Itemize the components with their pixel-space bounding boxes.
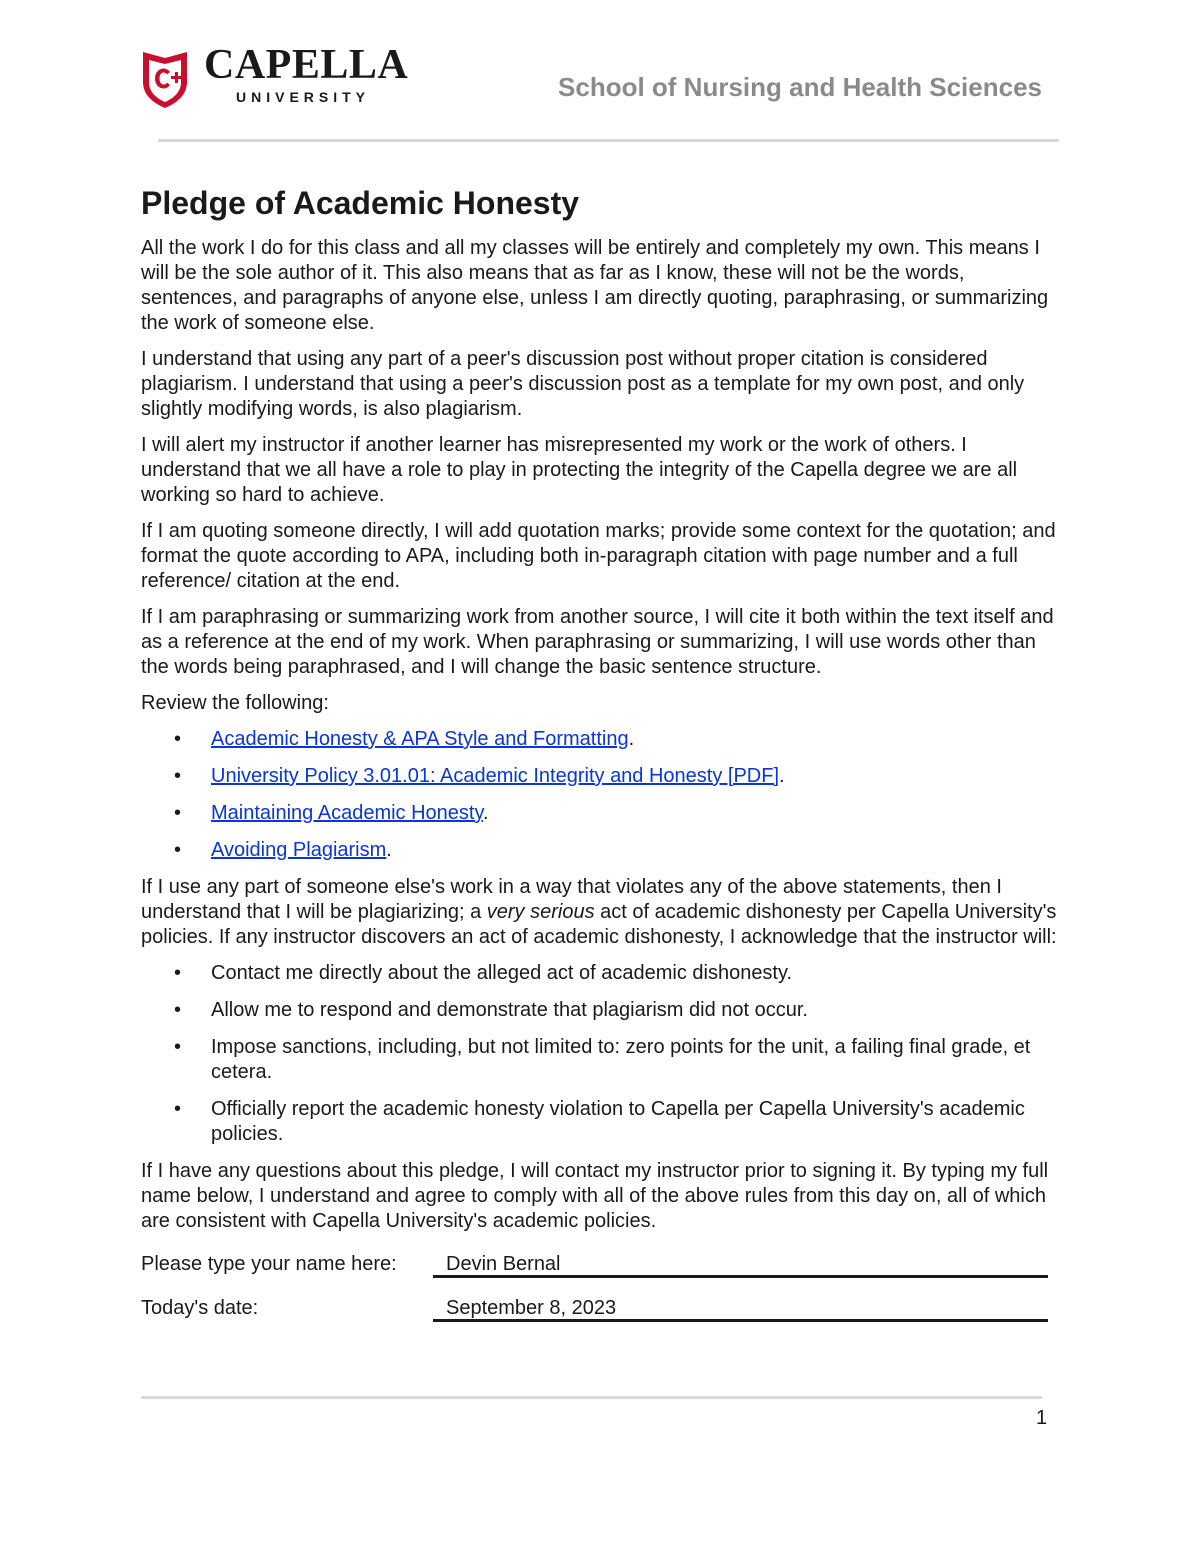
document-body bbox=[141, 184, 1066, 1338]
name-field[interactable]: Devin Bernal bbox=[433, 1250, 1048, 1278]
link-academic-honesty-apa[interactable]: Academic Honesty & APA Style and Formatting bbox=[211, 728, 629, 750]
capella-logo bbox=[140, 42, 420, 112]
link-university-policy[interactable]: University Policy 3.01.01: Academic Integrity and Honesty [PDF] bbox=[211, 765, 780, 787]
document-title: Pledge of Academic Honesty bbox=[141, 185, 580, 221]
pledge-paragraph-3: I will alert my instructor if another learner has misrepresented my work or the work of others. I understand that we all have a role to play in protecting the integrity of the Capella degree we are all working so hard to achieve. bbox=[141, 434, 1018, 506]
name-field-row bbox=[141, 1250, 1066, 1294]
capella-shield-icon bbox=[140, 48, 190, 110]
link-suffix: . bbox=[628, 728, 635, 750]
date-field-label: Today's date: bbox=[141, 1297, 259, 1319]
review-intro: Review the following: bbox=[141, 692, 329, 714]
list-item bbox=[141, 998, 1066, 1023]
link-suffix: . bbox=[386, 839, 392, 861]
bullet-icon: • bbox=[174, 962, 182, 984]
list-item bbox=[141, 727, 1066, 752]
consequence-emphasis: very serious bbox=[486, 901, 595, 923]
page-number: 1 bbox=[1036, 1407, 1048, 1429]
closing-paragraph: If I have any questions about this pledge, I will contact my instructor prior to signing it. By typing my full name below, I understand and agree to comply with all of the above rules from this day on, all of which are consistent with Capella University's academic policies. bbox=[141, 1160, 1049, 1232]
list-item bbox=[141, 961, 1066, 986]
logo-wordmark: CAPELLA bbox=[204, 42, 409, 88]
consequence-item: Contact me directly about the alleged act of academic dishonesty. bbox=[211, 962, 793, 984]
school-name: School of Nursing and Health Sciences bbox=[558, 72, 1042, 102]
bullet-icon: • bbox=[174, 839, 182, 861]
list-item bbox=[141, 764, 1066, 789]
list-item bbox=[141, 801, 1066, 826]
bullet-icon: • bbox=[174, 1098, 182, 1120]
pledge-paragraph-4: If I am quoting someone directly, I will add quotation marks; provide some context for the quotation; and format the quote according to APA, including both in-paragraph citation with page number and a full reference/ citation at the end. bbox=[141, 520, 1056, 592]
link-maintaining-academic-honesty[interactable]: Maintaining Academic Honesty bbox=[211, 802, 483, 824]
link-avoiding-plagiarism[interactable]: Avoiding Plagiarism bbox=[211, 839, 387, 861]
date-field-row bbox=[141, 1294, 1066, 1338]
list-item bbox=[141, 1035, 1066, 1085]
consequences-list bbox=[141, 961, 1066, 1147]
pledge-paragraph-2: I understand that using any part of a peer's discussion post without proper citation is considered plagiarism. I understand that using a peer's discussion post as a template for my own post, and only slightly modifying words, is also plagiarism. bbox=[141, 348, 1025, 420]
footer-divider bbox=[141, 1396, 1042, 1399]
bullet-icon: • bbox=[174, 728, 182, 750]
name-field-label: Please type your name here: bbox=[141, 1253, 397, 1275]
bullet-icon: • bbox=[174, 1036, 182, 1058]
bullet-icon: • bbox=[174, 802, 182, 824]
logo-subtitle: UNIVERSITY bbox=[236, 89, 371, 105]
consequence-paragraph bbox=[141, 875, 1066, 950]
pledge-paragraph-5: If I am paraphrasing or summarizing work from another source, I will cite it both within the text itself and as a reference at the end of my work. When paraphrasing or summarizing, I will use words other than the words being paraphrased, and I will change the basic sentence structure. bbox=[141, 606, 1054, 678]
bullet-icon: • bbox=[174, 765, 182, 787]
list-item bbox=[141, 1097, 1066, 1147]
date-field[interactable]: September 8, 2023 bbox=[433, 1294, 1048, 1322]
header-divider bbox=[158, 139, 1059, 142]
list-item bbox=[141, 838, 1066, 863]
pledge-paragraph-1: All the work I do for this class and all my classes will be entirely and completely my own. This means I will be the sole author of it. This also means that as far as I know, these will not be the words, sentences, and paragraphs of anyone else, unless I am directly quoting, paraphrasing, or summarizing the work of someone else. bbox=[141, 237, 1049, 334]
consequence-text-before: If I use any part of someone else's work in a way that violates any of the above statements, then I understand that I will be plagiarizing; a bbox=[141, 876, 1002, 923]
consequence-item: Impose sanctions, including, but not limited to: zero points for the unit, a failing final grade, et cetera. bbox=[211, 1036, 1031, 1083]
consequence-item: Officially report the academic honesty violation to Capella per Capella University's academic policies. bbox=[211, 1098, 1025, 1145]
review-links-list bbox=[141, 727, 1066, 863]
link-suffix: . bbox=[483, 802, 489, 824]
consequence-item: Allow me to respond and demonstrate that plagiarism did not occur. bbox=[211, 999, 808, 1021]
consequence-text-after: act of academic dishonesty per Capella University's policies. If any instructor discovers an act of academic dishonesty, I acknowledge that the instructor will: bbox=[141, 901, 1057, 948]
bullet-icon: • bbox=[174, 999, 182, 1021]
link-suffix: . bbox=[779, 765, 785, 787]
